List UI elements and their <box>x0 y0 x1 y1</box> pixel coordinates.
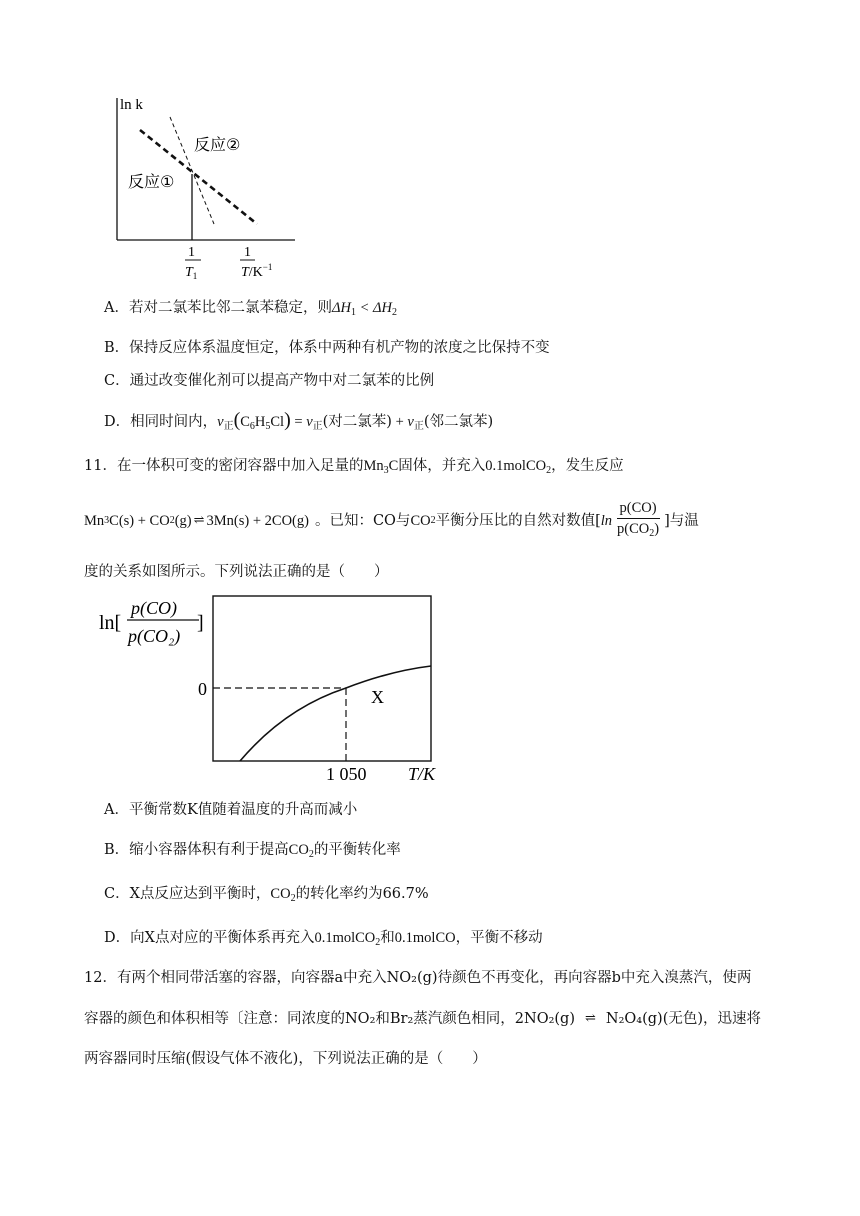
q10-option-b: B．保持反应体系温度恒定，体系中两种有机产物的浓度之比保持不变 <box>104 340 550 356</box>
x-tick1-num: 1 <box>188 245 195 260</box>
x-tick1-den: $T_1$ <box>185 265 198 281</box>
q11-line1: 11．在一体积可变的密闭容器中加入足量的$Mn_3C$固体，并充入0.1molCO$_2$，发生反应 <box>84 458 624 476</box>
ylabel-suffix: ] <box>197 612 204 634</box>
q10-option-d: D．相同时间内，$v_正(C_6H_5Cl) = v_正$(对二氯苯) + $v_正$(邻二氯苯) <box>104 409 494 432</box>
q12-line3: 两容器同时压缩(假设气体不液化)，下列说法正确的是（ ） <box>84 1051 487 1067</box>
lnk-chart <box>100 92 300 287</box>
equilibrium-curve <box>240 666 431 761</box>
ylabel-prefix: ln[ <box>99 612 122 634</box>
q12-line2: 容器的颜色和体积相等〔注意：同浓度的NO₂和Br₂蒸汽颜色相同，2NO₂(g) ⇌ N₂O₄(g)(无色)，迅速将 <box>84 1011 762 1027</box>
pressure-ratio-fraction: $\frac{p(CO)}{p(CO_2)}$ <box>617 500 660 539</box>
x-tick2-den: $T/K^{-1}$ <box>241 262 273 280</box>
plot-frame <box>213 596 431 761</box>
x-unit: T/K <box>408 764 436 784</box>
reaction1-label: 反应① <box>128 172 175 191</box>
equilibrium-arrow-icon: ⇌ <box>193 513 205 528</box>
reaction2-label: 反应② <box>194 135 241 154</box>
q10-option-c: C．通过改变催化剂可以提高产物中对二氯苯的比例 <box>104 373 435 389</box>
q12-line1: 12．有两个相同带活塞的容器，向容器a中充入NO₂(g)待颜色不再变化，再向容器b中充入溴蒸汽，使两 <box>84 970 752 986</box>
ylabel-num: p(CO) <box>131 598 177 618</box>
q11-option-a: A．平衡常数K值随着温度的升高而减小 <box>104 802 358 818</box>
equilibrium-arrow-icon: ⇌ <box>585 1011 596 1026</box>
q11-line2: Mn 3 C(s) + CO 2 (g) ⇌ 3Mn(s) + 2CO(g) 。已知：CO与 CO 2 平衡分压比的自然对数值[ ln $\frac{p(CO)}{p(CO_2)}$ ]与温 <box>84 498 699 544</box>
ylabel-den: p(CO₂) <box>128 626 181 646</box>
y-tick-zero: 0 <box>198 679 207 699</box>
q10-option-a: A．若对二氯苯比邻二氯苯稳定，则$\Delta H_1 < \Delta H_2$ <box>104 300 397 318</box>
point-x-label: X <box>371 687 384 707</box>
equilibrium-chart <box>95 590 455 790</box>
q11-option-b: B．缩小容器体积有利于提高$CO_2$的平衡转化率 <box>104 842 401 860</box>
q11-option-c: C．X点反应达到平衡时，$CO_2$的转化率约为66.7% <box>104 886 429 904</box>
q11-line3: 度的关系如图所示。下列说法正确的是（ ） <box>84 564 389 580</box>
x-tick-1050: 1 050 <box>326 764 367 784</box>
y-axis-label: ln k <box>120 97 143 113</box>
x-tick2-num: 1 <box>244 245 251 260</box>
q11-option-d: D．向X点对应的平衡体系再充入0.1molCO$_2$和0.1molCO，平衡不移动 <box>104 930 543 948</box>
